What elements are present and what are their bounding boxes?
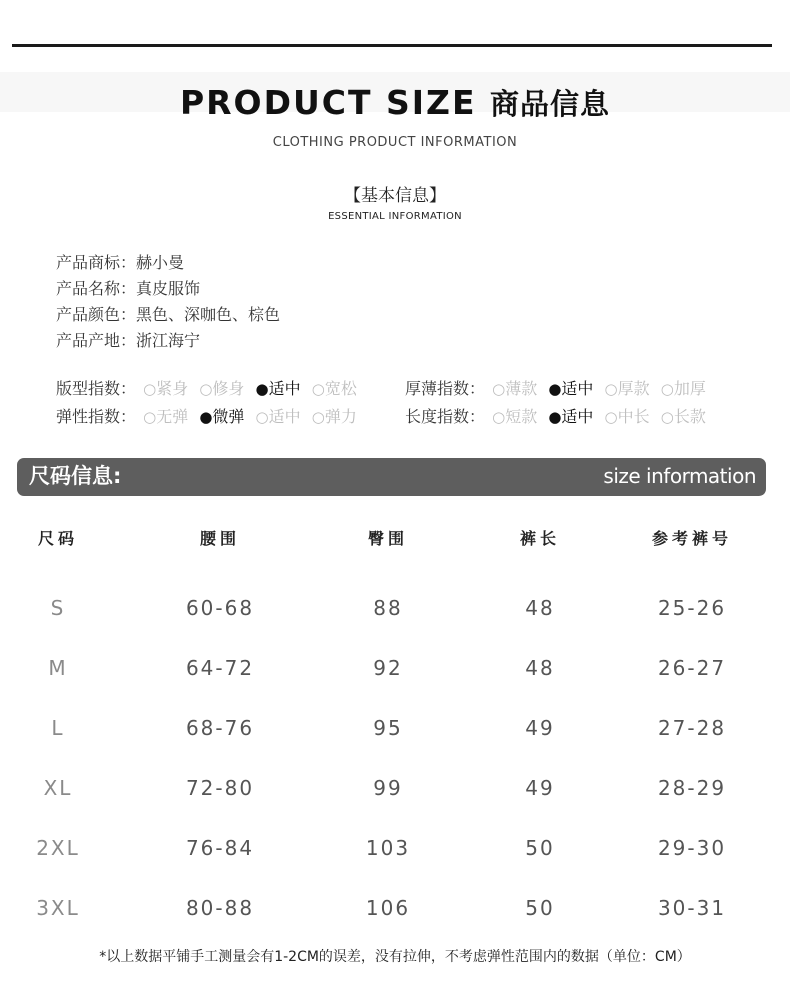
attr-label: 厚薄指数： [405, 379, 486, 398]
attr-label: 弹性指数： [56, 407, 137, 426]
option-bullet: ○ [311, 380, 325, 398]
option-label: 厚款 [617, 379, 650, 398]
option-label: 紧身 [156, 379, 189, 398]
info-row-name [56, 276, 280, 302]
cell-hip: 92 [373, 656, 403, 680]
option-item [492, 407, 537, 426]
option-label: 适中 [561, 379, 594, 398]
option-label: 短款 [505, 407, 538, 426]
option-item [605, 407, 650, 426]
attr-fit [56, 375, 363, 403]
info-value: 浙江海宁 [136, 331, 201, 350]
page-title [0, 82, 790, 123]
attr-length [405, 403, 712, 431]
attr-label: 版型指数： [56, 379, 137, 398]
table-row [0, 732, 790, 800]
cell-ref-size: 30-31 [657, 896, 727, 920]
table-row [0, 672, 790, 740]
size-table [0, 522, 790, 920]
title-english: PRODUCT SIZE [179, 83, 477, 122]
option-item [256, 379, 301, 398]
option-bullet: ○ [492, 408, 506, 426]
attr-elasticity [56, 403, 363, 431]
cell-ref-size: 26-27 [657, 656, 727, 680]
table-header-row [0, 522, 790, 552]
cell-waist: 68-76 [185, 716, 255, 740]
cell-ref-size: 25-26 [657, 596, 727, 620]
option-bullet: ○ [492, 380, 506, 398]
cell-ref-size: 28-29 [657, 776, 727, 800]
option-item [492, 379, 537, 398]
header-length: 裤长 [519, 529, 561, 548]
table-body [0, 552, 790, 920]
cell-waist: 76-84 [185, 836, 255, 860]
option-item [548, 379, 593, 398]
cell-ref-size: 27-28 [657, 716, 727, 740]
option-label: 宽松 [324, 379, 357, 398]
option-item [661, 407, 706, 426]
option-bullet: ● [548, 408, 562, 426]
cell-length: 49 [525, 776, 555, 800]
option-item [605, 379, 650, 398]
option-bullet: ○ [604, 408, 618, 426]
cell-length: 50 [525, 836, 555, 860]
table-row [0, 612, 790, 680]
option-label: 中长 [617, 407, 650, 426]
info-row-origin [56, 328, 280, 354]
option-bullet: ○ [143, 408, 157, 426]
header-size: 尺码 [37, 529, 79, 548]
cell-hip: 103 [365, 836, 411, 860]
option-item [548, 407, 593, 426]
cell-length: 48 [525, 596, 555, 620]
option-item [143, 379, 188, 398]
option-bullet: ○ [143, 380, 157, 398]
size-info-banner [17, 458, 766, 496]
option-bullet: ○ [660, 380, 674, 398]
measurement-footnote: *以上数据平铺手工测量会有1-2CM的误差，没有拉伸，不考虑弹性范围内的数据（单位：CM） [99, 949, 691, 965]
cell-waist: 60-68 [185, 596, 255, 620]
option-label: 无弹 [156, 407, 189, 426]
option-item [199, 407, 244, 426]
option-bullet: ● [255, 380, 269, 398]
cell-waist: 64-72 [185, 656, 255, 680]
attr-thickness [405, 375, 712, 403]
cell-size: XL [43, 776, 73, 800]
option-bullet: ○ [199, 380, 213, 398]
info-value: 黑色、深咖色、棕色 [136, 305, 281, 324]
option-item [143, 407, 188, 426]
cell-length: 50 [525, 896, 555, 920]
banner-title-cn: 尺码信息: [29, 464, 122, 488]
cell-hip: 106 [365, 896, 411, 920]
cell-size: L [51, 716, 65, 740]
option-label: 适中 [268, 379, 301, 398]
option-item [661, 379, 706, 398]
option-item [199, 379, 244, 398]
banner-title-en: size information [603, 464, 756, 488]
header-hip: 臀围 [367, 529, 409, 548]
option-label: 修身 [212, 379, 245, 398]
info-label: 产品产地： [56, 331, 137, 350]
info-label: 产品商标： [56, 253, 137, 272]
basic-info-list [56, 250, 280, 354]
option-bullet: ○ [604, 380, 618, 398]
option-label: 加厚 [673, 379, 706, 398]
option-bullet: ○ [311, 408, 325, 426]
option-label: 微弹 [212, 407, 245, 426]
table-row [0, 792, 790, 860]
info-row-color [56, 302, 280, 328]
header-waist: 腰围 [199, 529, 241, 548]
option-item [312, 379, 357, 398]
cell-waist: 80-88 [185, 896, 255, 920]
option-bullet: ○ [660, 408, 674, 426]
table-row [0, 852, 790, 920]
info-value: 赫小曼 [136, 253, 185, 272]
option-label: 适中 [268, 407, 301, 426]
info-value: 真皮服饰 [136, 279, 201, 298]
title-chinese: 商品信息 [490, 87, 611, 121]
option-bullet: ● [548, 380, 562, 398]
cell-size: M [48, 656, 68, 680]
option-label: 弹力 [324, 407, 357, 426]
cell-hip: 99 [373, 776, 403, 800]
cell-size: 3XL [36, 896, 80, 920]
page-subtitle: CLOTHING PRODUCT INFORMATION [272, 135, 518, 150]
option-item [312, 407, 357, 426]
cell-length: 48 [525, 656, 555, 680]
top-divider [12, 44, 772, 47]
info-label: 产品颜色： [56, 305, 137, 324]
option-bullet: ○ [255, 408, 269, 426]
info-row-brand [56, 250, 280, 276]
cell-ref-size: 29-30 [657, 836, 727, 860]
basic-info-heading-en: ESSENTIAL INFORMATION [328, 211, 462, 222]
option-label: 薄款 [505, 379, 538, 398]
header-ref-size: 参考裤号 [651, 529, 733, 548]
cell-length: 49 [525, 716, 555, 740]
basic-info-heading: 【基本信息】 [344, 186, 446, 206]
attr-label: 长度指数： [405, 407, 486, 426]
cell-size: S [50, 596, 66, 620]
cell-size: 2XL [36, 836, 80, 860]
option-bullet: ● [199, 408, 213, 426]
option-label: 适中 [561, 407, 594, 426]
cell-waist: 72-80 [185, 776, 255, 800]
cell-hip: 95 [373, 716, 403, 740]
info-label: 产品名称： [56, 279, 137, 298]
option-item [256, 407, 301, 426]
table-row [0, 552, 790, 620]
option-label: 长款 [673, 407, 706, 426]
cell-hip: 88 [373, 596, 403, 620]
